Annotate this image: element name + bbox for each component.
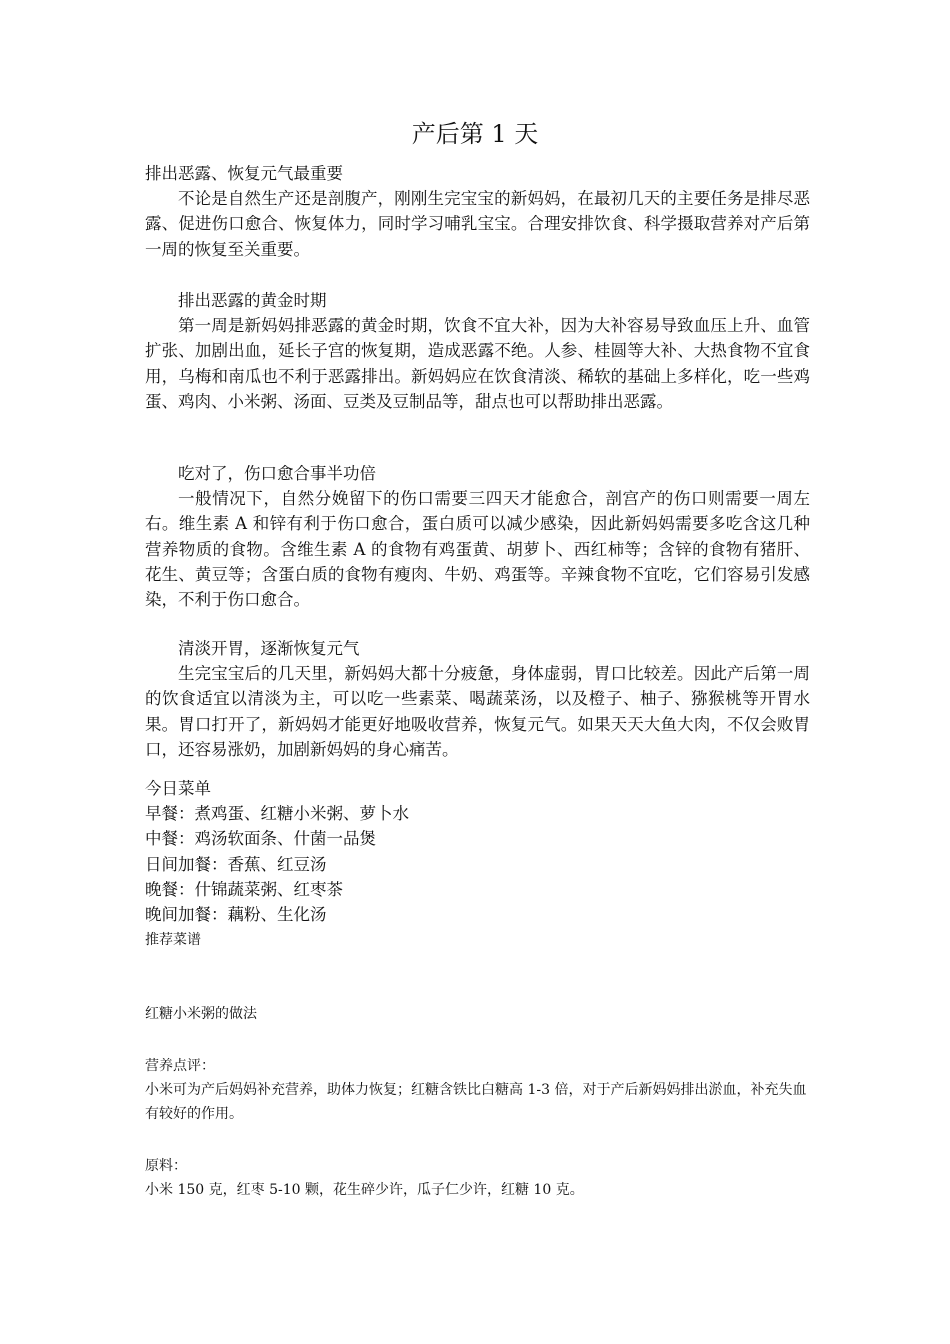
intro-paragraph: 不论是自然生产还是剖腹产，刚刚生完宝宝的新妈妈，在最初几天的主要任务是排尽恶露、促进伤口愈合、恢复体力，同时学习哺乳宝宝。合理安排饮食、科学摄取营养对产后第一周的恢复至关重要。 (145, 189, 810, 259)
section-paragraph: 第一周是新妈妈排恶露的黄金时期，饮食不宜大补，因为大补容易导致血压上升、血管扩张、加剧出血，延长子宫的恢复期，造成恶露不绝。人参、桂圆等大补、大热食物不宜食用，乌梅和南瓜也不利于恶露排出。新妈妈应在饮食清淡、稀软的基础上多样化，吃一些鸡蛋、鸡肉、小米粥、汤面、豆类及豆制品等，甜点也可以帮助排出恶露。 (145, 316, 810, 411)
intro-heading: 排出恶露、恢复元气最重要 (145, 164, 343, 183)
page-title: 产后第 1 天 (411, 120, 539, 148)
menu-item-dinner: 晚餐：什锦蔬菜粥、红枣茶 (145, 879, 343, 899)
recipe-name: 红糖小米粥的做法 (145, 1006, 257, 1022)
section-appetite (145, 636, 810, 762)
menu-item-breakfast: 早餐：煮鸡蛋、红糖小米粥、萝卜水 (145, 804, 409, 824)
daily-menu (145, 776, 810, 927)
intro-section (145, 161, 810, 262)
section-heading: 清淡开胃，逐渐恢复元气 (178, 639, 360, 658)
menu-heading: 今日菜单 (145, 779, 211, 798)
ingredients-label: 原料： (145, 1158, 187, 1174)
section-paragraph: 一般情况下，自然分娩留下的伤口需要三四天才能愈合，剖宫产的伤口则需要一周左右。维生素 A 和锌有利于伤口愈合，蛋白质可以减少感染，因此新妈妈需要多吃含这几种营养物质的食物。含维生素 A 的食物有鸡蛋黄、胡萝卜、西红柿等；含锌的食物有猪肝、花生、黄豆等；含蛋白质的食物有瘦肉、牛奶、鸡蛋等。辛辣食物不宜吃，它们容易引发感染，不利于伤口愈合。 (145, 489, 810, 610)
ingredients-text: 小米 150 克，红枣 5-10 颗，花生碎少许，瓜子仁少许，红糖 10 克。 (145, 1182, 584, 1198)
menu-item-night-snack: 晚间加餐：藕粉、生化汤 (145, 905, 327, 925)
section-wound-healing (145, 461, 810, 612)
section-golden-period (145, 288, 810, 414)
nutrition-text: 小米可为产后妈妈补充营养，助体力恢复；红糖含铁比白糖高 1-3 倍，对于产后新妈妈排出淤血，补充失血有较好的作用。 (145, 1082, 807, 1122)
section-heading: 吃对了，伤口愈合事半功倍 (178, 464, 376, 483)
section-heading: 排出恶露的黄金时期 (178, 291, 327, 310)
nutrition-label: 营养点评： (145, 1058, 215, 1074)
recipe-section-label: 推荐菜谱 (145, 932, 201, 948)
menu-item-day-snack: 日间加餐：香蕉、红豆汤 (145, 854, 327, 874)
menu-item-lunch: 中餐：鸡汤软面条、什菌一品煲 (145, 829, 376, 849)
section-paragraph: 生完宝宝后的几天里，新妈妈大都十分疲惫，身体虚弱，胃口比较差。因此产后第一周的饮食适宜以清淡为主，可以吃一些素菜、喝蔬菜汤，以及橙子、柚子、猕猴桃等开胃水果。胃口打开了，新妈妈才能更好地吸收营养，恢复元气。如果天天大鱼大肉，不仅会败胃口，还容易涨奶，加剧新妈妈的身心痛苦。 (145, 664, 810, 759)
